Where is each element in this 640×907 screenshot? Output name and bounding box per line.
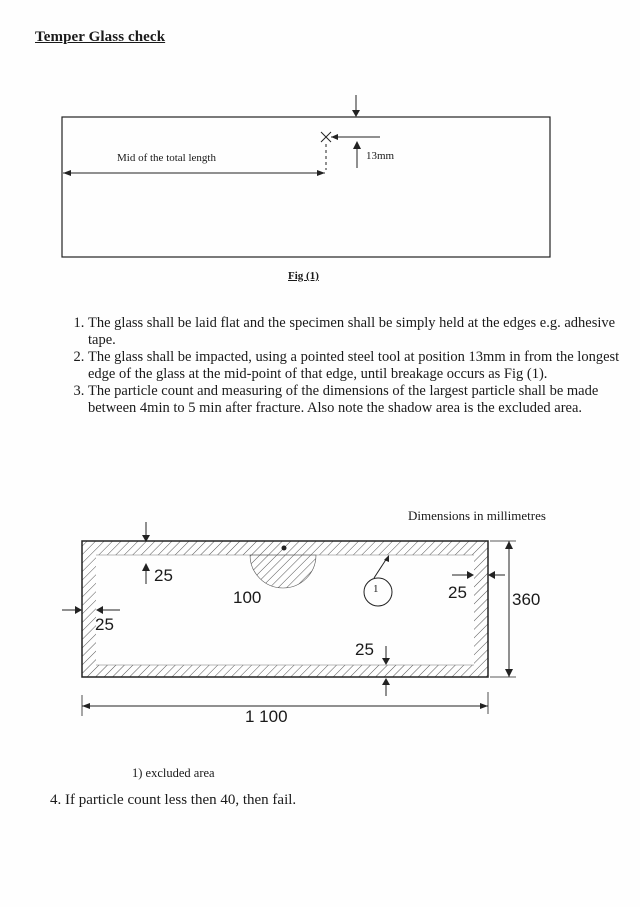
mid-length-label: Mid of the total length [117, 152, 216, 164]
page-title: Temper Glass check [35, 29, 166, 45]
left-margin-label: 25 [95, 615, 114, 634]
impact-excluded-area [250, 555, 316, 588]
step-3: 3. The particle count and measuring of the dimensions of the largest particle shall be made between 4min to 5 min after fracture. Also note the shadow area is the excluded area. [88, 383, 640, 417]
offset-label: 13mm [366, 150, 395, 162]
excluded-area-legend: 1) excluded area [132, 766, 215, 780]
step-1: 1. The glass shall be laid flat and the specimen shall be simply held at the edges e.g. adhesive tape. [88, 315, 640, 349]
radius-label: 100 [233, 588, 262, 607]
step-4: 4. If particle count less then 40, then fail. [50, 792, 297, 808]
dimensions-note: Dimensions in millimetres [408, 508, 546, 523]
right-margin-label: 25 [448, 583, 467, 602]
step-2: 2. The glass shall be impacted, using a pointed steel tool at position 13mm in from the longest edge of the glass at the mid-point of that edge, until breakage occurs as Fig (1). [88, 349, 640, 383]
bottom-margin-label: 25 [355, 640, 374, 659]
top-margin-label: 25 [154, 566, 173, 585]
width-label: 1 100 [245, 707, 288, 726]
height-label: 360 [512, 590, 541, 609]
figure-1-caption: Fig (1) [288, 270, 319, 282]
callout-number: 1 [373, 583, 379, 595]
